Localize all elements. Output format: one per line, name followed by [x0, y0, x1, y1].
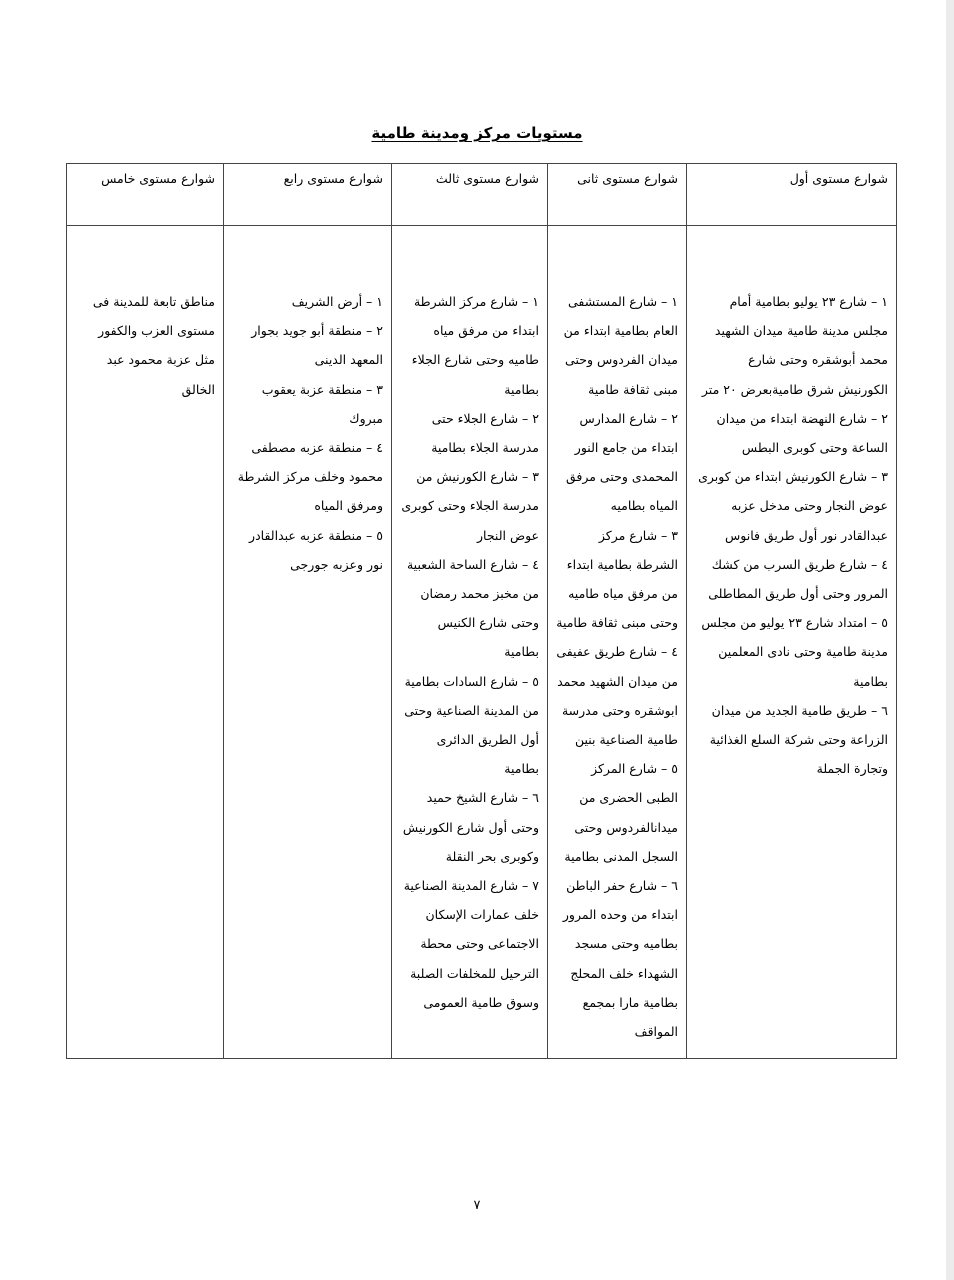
list-item: ١ – شارع ٢٣ يوليو بطامية أمام مجلس مدينة طامية ميدان الشهيد محمد أبوشقره وحتى شارع الكورنيش شرق طاميةبعرض ٢٠ متر	[701, 294, 888, 397]
list-item: ٦ – شارع حفر الباطن ابتداء من وحده المرور بطاميه وحتى مسجد الشهداء خلف المحلج بطامية مارا بمجمع المواقف	[562, 878, 678, 1040]
header-level-5: شوارع مستوى خامس	[67, 164, 224, 226]
header-level-1: شوارع مستوى أول	[687, 164, 897, 226]
header-level-3: شوارع مستوى ثالث	[392, 164, 548, 226]
list-item: ٢ – منطقة أبو جويد بجوار المعهد الدينى	[251, 323, 383, 368]
list-item: ٧ – شارع المدينة الصناعية خلف عمارات الإسكان الاجتماعى وحتى محطة الترحيل للمخلفات الصلبة وسوق طامية العمومى	[403, 878, 539, 1010]
level-5-cell	[67, 226, 224, 1059]
list-item: ٥ – امتداد شارع ٢٣ يوليو من مجلس مدينة طامية وحتى نادى المعلمين بطامية	[701, 615, 888, 689]
level-1-cell	[687, 226, 897, 1059]
list-item: ٤ – شارع طريق عفيفى من ميدان الشهيد محمد ابوشقره وحتى مدرسة طامية الصناعية بنين	[556, 644, 678, 748]
list-item: ٣ – شارع الكورنيش ابتداء من كوبرى عوض النجار وحتى مدخل عزبه عبدالقادر نور أول طريق فانوس	[698, 469, 888, 543]
street-levels-table	[66, 163, 897, 1059]
list-item: ٣ – شارع مركز الشرطة بطامية ابتداء من مرفق مياه طاميه وحتى مبنى ثقافة طامية	[556, 527, 678, 631]
level-4-cell	[224, 226, 392, 1059]
list-item: ٥ – شارع المركز الطبى الحضرى من ميدانالفردوس وحتى السجل المدنى بطامية	[564, 761, 678, 864]
list-item: ٥ – شارع السادات بطامية من المدينة الصناعية وحتى أول الطريق الدائرى بطامية	[404, 673, 539, 777]
page-number: ٧	[473, 1198, 481, 1213]
list-item: ٣ – منطقة عزبة يعقوب مبروك	[261, 381, 383, 426]
list-item: ١ – شارع المستشفى العام بطامية ابتداء من ميدان الفردوس وحتى مبنى ثقافة طامية	[563, 294, 678, 397]
list-item: ١ – شارع مركز الشرطة ابتداء من مرفق مياه طاميه وحتى شارع الجلاء بطامية	[411, 294, 539, 397]
title-text: مستويات مركز ومدينة طامية	[371, 124, 583, 142]
list-item: ٤ – شارع الساحة الشعبية من مخبز محمد رمضان وحتى شارع الكنيس بطامية	[406, 556, 539, 660]
list-item: ٥ – منطقة عزبه عبدالقادر نور وعزبه جورجى	[249, 527, 383, 572]
header-level-2: شوارع مستوى ثانى	[548, 164, 687, 226]
content-row	[67, 226, 897, 1059]
list-item: ٤ – منطقة عزبه مصطفى محمود وخلف مركز الشرطة ومرفق المياه	[237, 440, 383, 514]
level-3-cell	[392, 226, 548, 1059]
list-item: ١ – أرض الشريف	[291, 294, 383, 309]
list-item: ٤ – شارع طريق السرب من كشك المرور وحتى أول طريق المطاطلى	[708, 556, 888, 602]
level-2-cell	[548, 226, 687, 1059]
document-title	[0, 124, 954, 142]
list-item: ٦ – طريق طامية الجديد من ميدان الزراعة وحتى شركة السلع الغذائية وتجارة الجملة	[709, 702, 888, 777]
list-item: ٢ – شارع النهضة ابتداء من ميدان الساعة وحتى كوبرى البطس	[716, 410, 888, 456]
list-item: ٦ – شارع الشيخ حميد وحتى أول شارع الكورنيش وكوبرى بحر النقلة	[402, 790, 539, 864]
list-item: ٢ – شارع الجلاء حتى مدرسة الجلاء بطامية	[431, 410, 539, 456]
list-item: مناطق تابعة للمدينة فى مستوى العزب والكفور مثل عزبة محمود عبد الخالق	[92, 294, 215, 397]
list-item: ٢ – شارع المدارس ابتداء من جامع النور المحمدى وحتى مرفق المياه بطاميه	[565, 410, 678, 514]
list-item: ٣ – شارع الكورنيش من مدرسة الجلاء وحتى كوبرى عوض النجار	[401, 469, 539, 543]
header-row	[67, 164, 897, 226]
header-level-4: شوارع مستوى رابع	[224, 164, 392, 226]
